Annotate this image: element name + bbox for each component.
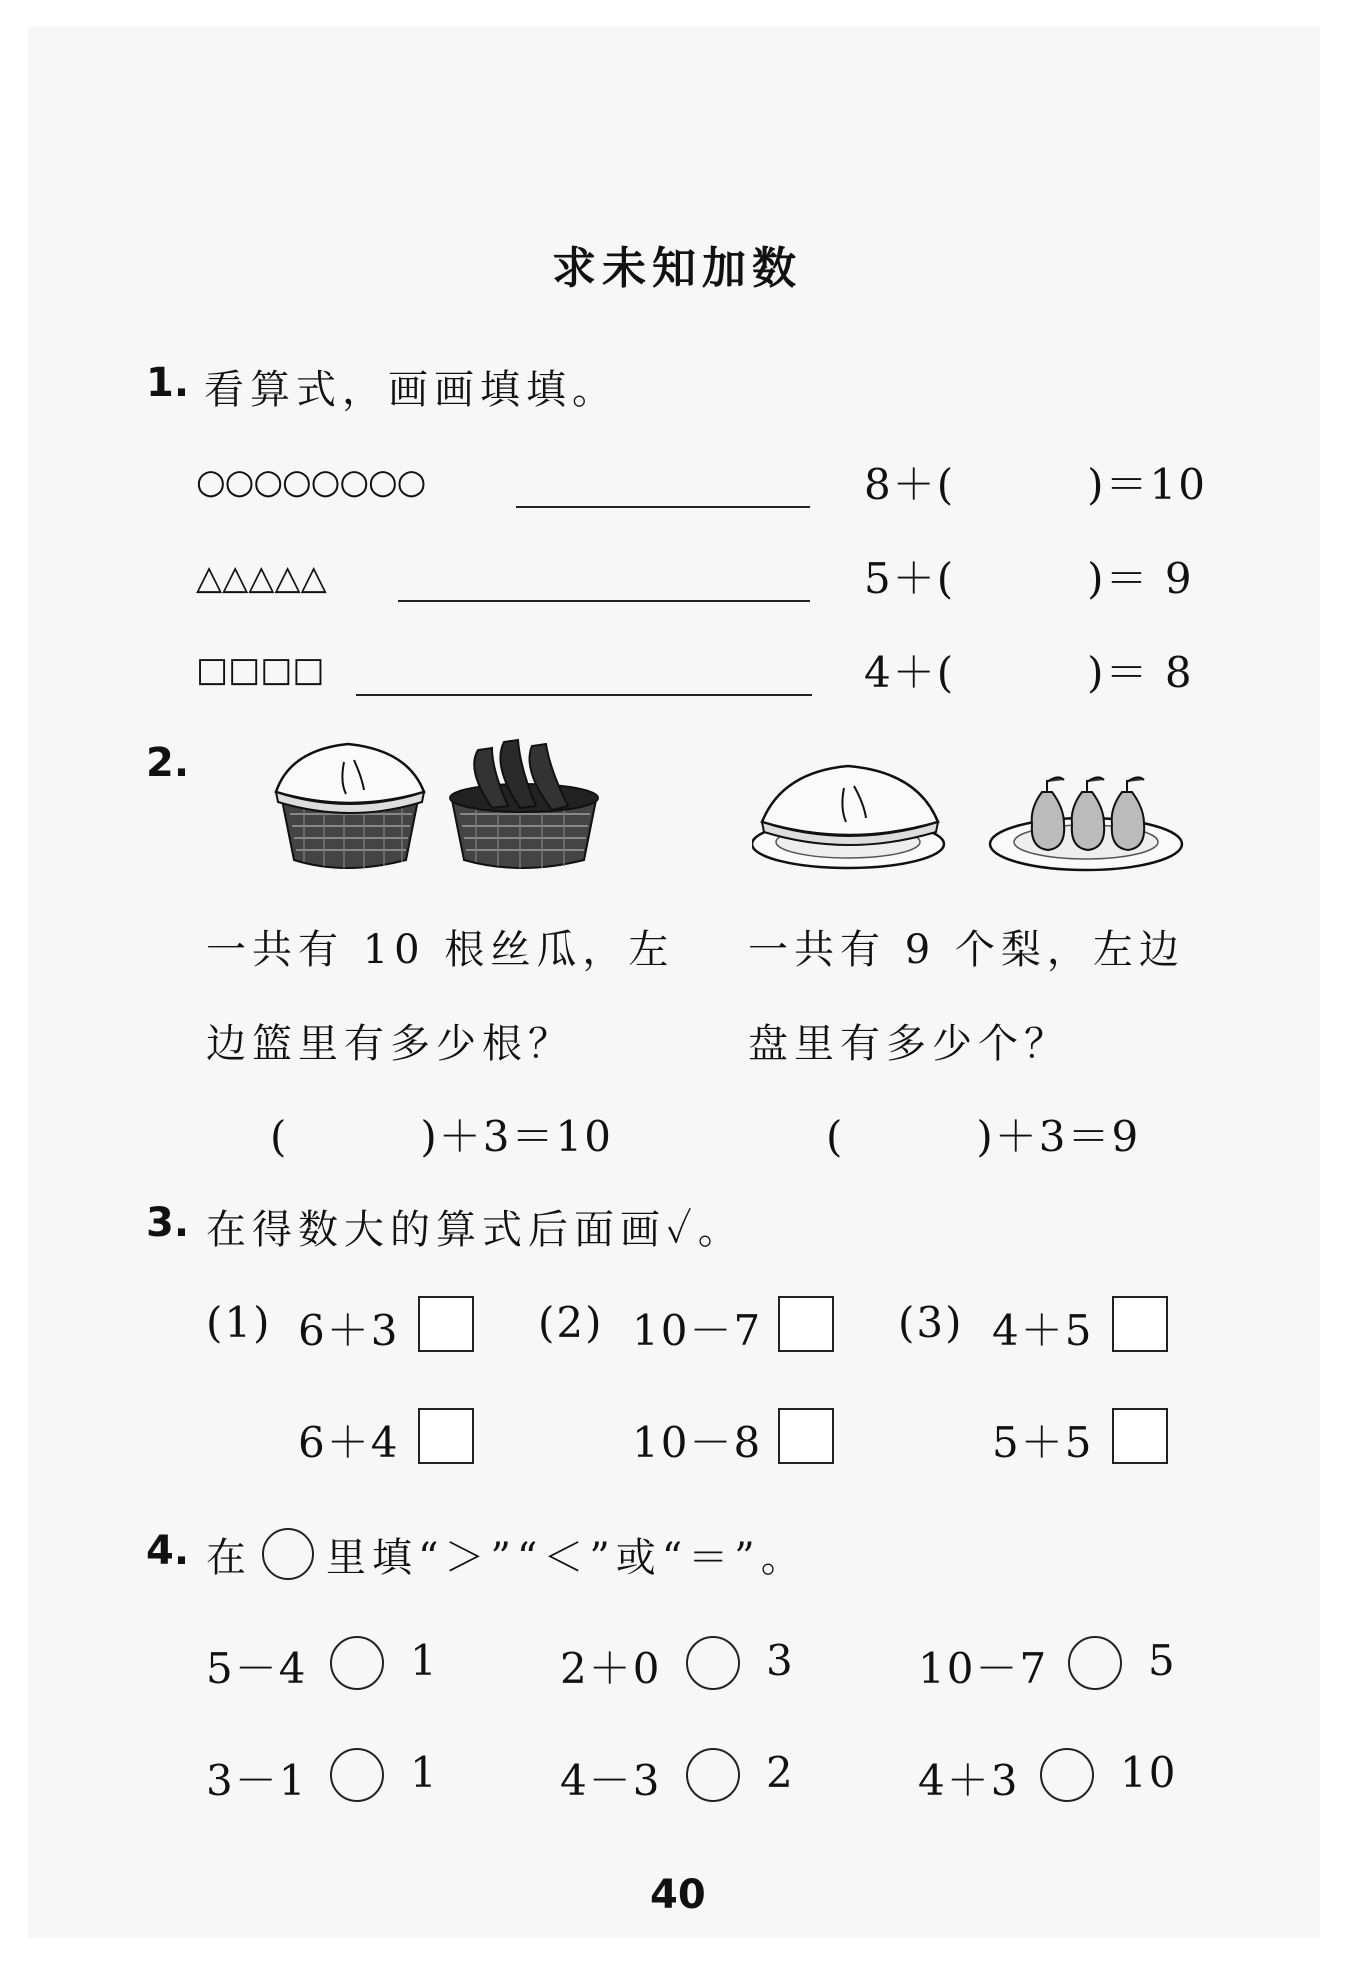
page-number: 40 bbox=[650, 1872, 706, 1918]
q1-row3-squares: □□□□ bbox=[196, 650, 325, 690]
q4-item2-right: 3 bbox=[766, 1636, 795, 1685]
q1-row1-circles: ○○○○○○○○ bbox=[196, 462, 426, 502]
q3-group1-label: (1) bbox=[206, 1298, 272, 1347]
q3-group3-expr-a: 4＋5 bbox=[992, 1306, 1094, 1355]
q3-group1-expr-a: 6＋3 bbox=[298, 1306, 400, 1355]
q4-item6-right: 10 bbox=[1120, 1748, 1178, 1797]
q1-row1-equation[interactable]: 8＋( )＝10 bbox=[864, 460, 1207, 509]
q3-group3-check-box-a[interactable] bbox=[1112, 1296, 1168, 1352]
q1-instruction: 看算式，画画填填。 bbox=[204, 367, 618, 413]
q1-row3-equation[interactable]: 4＋( )＝ 8 bbox=[864, 648, 1194, 697]
q4-item4-answer-circle[interactable] bbox=[330, 1748, 384, 1802]
q4-instruction-start: 在 bbox=[206, 1535, 252, 1581]
q3-group2-expr-b: 10－8 bbox=[632, 1418, 763, 1467]
q1-row2-equation[interactable]: 5＋( )＝ 9 bbox=[864, 554, 1194, 603]
q4-item5-answer-circle[interactable] bbox=[686, 1748, 740, 1802]
q4-item1-right: 1 bbox=[410, 1636, 439, 1685]
q4-instruction-end: 里填“＞”“＜”或“＝”。 bbox=[326, 1535, 807, 1581]
q4-item3-right: 5 bbox=[1148, 1636, 1177, 1685]
q3-group3-expr-b: 5＋5 bbox=[992, 1418, 1094, 1467]
q3-group1-check-box-b[interactable] bbox=[418, 1408, 474, 1464]
q2-right-equation[interactable]: ( )＋3＝9 bbox=[826, 1112, 1141, 1161]
q4-item1-answer-circle[interactable] bbox=[330, 1636, 384, 1690]
pear bbox=[1032, 777, 1064, 850]
baskets-illustration bbox=[270, 730, 610, 880]
q3-group3-check-box-b[interactable] bbox=[1112, 1408, 1168, 1464]
q4-item2-left: 2＋0 bbox=[560, 1644, 662, 1693]
pear bbox=[1072, 777, 1104, 850]
q3-group2-check-box-a[interactable] bbox=[778, 1296, 834, 1352]
q4-item6-answer-circle[interactable] bbox=[1040, 1748, 1094, 1802]
q1-row2-draw-line[interactable] bbox=[398, 600, 810, 602]
q3-group2-label: (2) bbox=[538, 1298, 604, 1347]
q3-group1-check-box-a[interactable] bbox=[418, 1296, 474, 1352]
covered-plate bbox=[752, 766, 944, 868]
q3-group3-label: (3) bbox=[898, 1298, 964, 1347]
q4-item6-left: 4＋3 bbox=[918, 1756, 1020, 1805]
q4-item5-right: 2 bbox=[766, 1748, 795, 1797]
q3-number: 3. bbox=[146, 1200, 190, 1246]
page-title: 求未知加数 bbox=[552, 243, 802, 294]
q4-item3-left: 10－7 bbox=[918, 1644, 1049, 1693]
q1-row3-draw-line[interactable] bbox=[356, 694, 812, 696]
q3-group2-check-box-b[interactable] bbox=[778, 1408, 834, 1464]
q4-item4-right: 1 bbox=[410, 1748, 439, 1797]
q3-group2-expr-a: 10－7 bbox=[632, 1306, 763, 1355]
plates-illustration bbox=[752, 752, 1192, 882]
pear-plate bbox=[990, 777, 1182, 870]
loofah-basket bbox=[450, 740, 598, 868]
q2-right-problem-line2: 盘里有多少个？ bbox=[748, 1021, 1070, 1067]
q2-left-equation[interactable]: ( )＋3＝10 bbox=[270, 1112, 613, 1161]
q2-number: 2. bbox=[146, 740, 190, 786]
q4-item4-left: 3－1 bbox=[206, 1756, 308, 1805]
covered-basket bbox=[276, 744, 424, 868]
q1-number: 1. bbox=[146, 360, 190, 406]
q1-row1-draw-line[interactable] bbox=[516, 506, 810, 508]
q4-item2-answer-circle[interactable] bbox=[686, 1636, 740, 1690]
q3-instruction: 在得数大的算式后面画✓。 bbox=[206, 1207, 744, 1253]
q4-number: 4. bbox=[146, 1528, 190, 1574]
q2-right-problem-line1: 一共有 9 个梨，左边 bbox=[748, 927, 1185, 973]
pear bbox=[1112, 777, 1144, 850]
q4-item5-left: 4－3 bbox=[560, 1756, 662, 1805]
q4-item1-left: 5－4 bbox=[206, 1644, 308, 1693]
q2-left-problem-line2: 边篮里有多少根？ bbox=[206, 1021, 574, 1067]
q3-group1-expr-b: 6＋4 bbox=[298, 1418, 400, 1467]
q4-circle-symbol bbox=[262, 1528, 314, 1580]
q1-row2-triangles: △△△△△ bbox=[196, 558, 327, 598]
q2-left-problem-line1: 一共有 10 根丝瓜，左 bbox=[206, 927, 675, 973]
q4-item3-answer-circle[interactable] bbox=[1068, 1636, 1122, 1690]
